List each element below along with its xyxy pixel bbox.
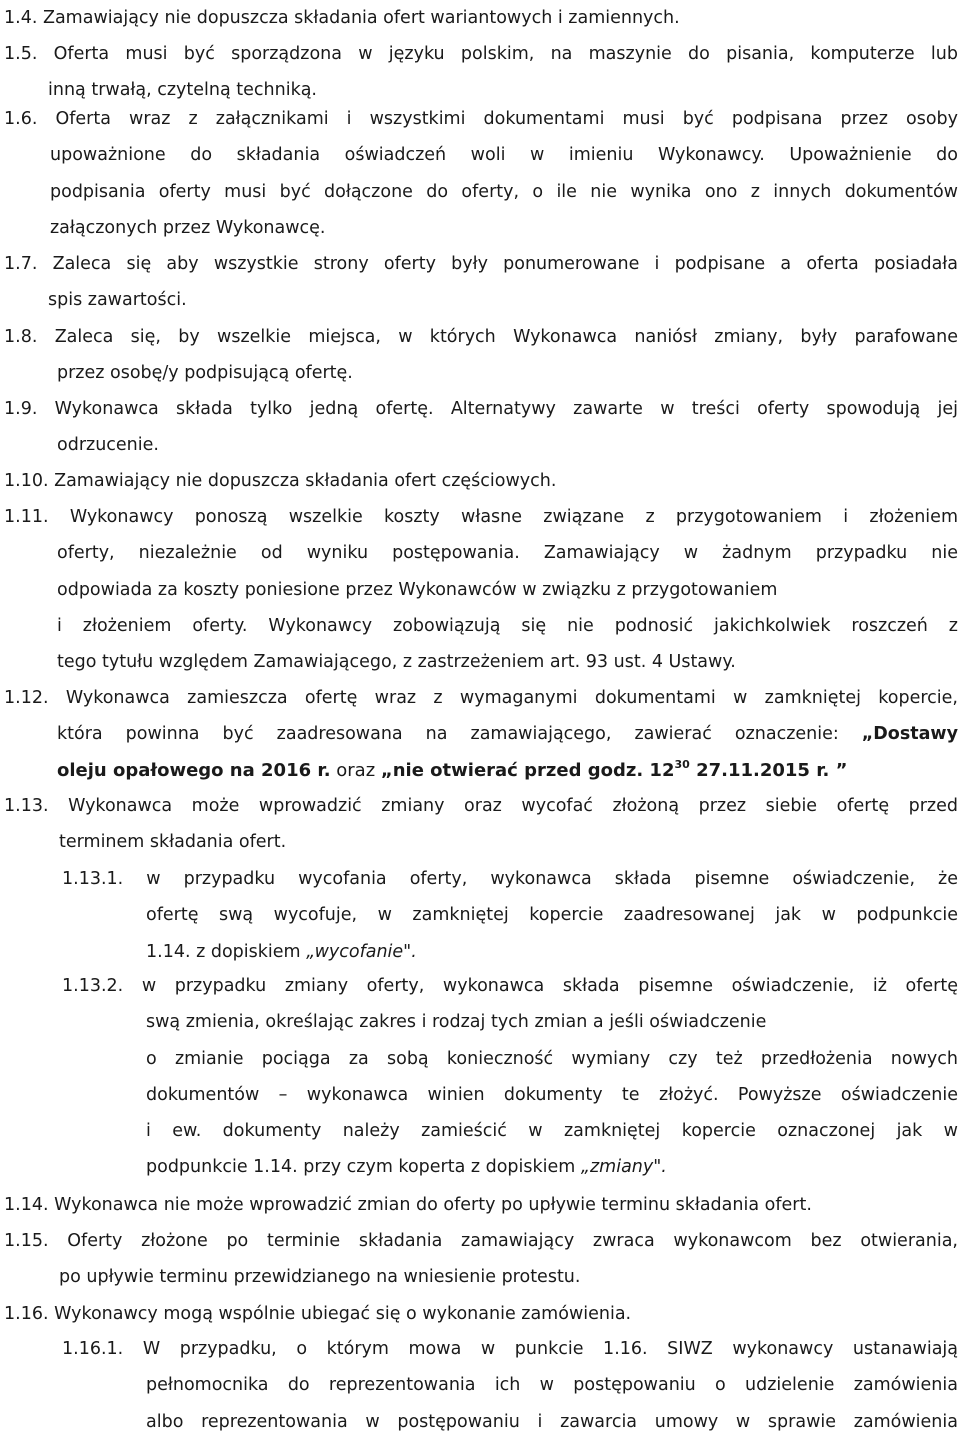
text-line: 1.13.1. w przypadku wycofania oferty, wykonawca składa pisemne oświadczenie, że [62, 869, 958, 889]
text-line: spis zawartości. [48, 290, 187, 311]
text-line: odrzucenie. [57, 435, 159, 456]
text-line: o zmianie pociąga za sobą konieczność wymiany czy też przedłożenia nowych [146, 1048, 958, 1069]
text-line: upoważnione do składania oświadczeń woli w imieniu Wykonawcy. Upoważnienie do [50, 145, 958, 166]
text-line: i złożeniem oferty. Wykonawcy zobowiązują się nie podnosić jakichkolwiek roszczeń z [57, 615, 958, 636]
text-line: załączonych przez Wykonawcę. [50, 217, 326, 238]
text-line: terminem składania ofert. [59, 832, 287, 853]
paragraph-1-9 [0, 391, 960, 464]
paragraph-1-14 [0, 1187, 960, 1223]
text-line: przez osobę/y podpisującą ofertę. [57, 363, 353, 384]
text-line: 1.13.2. w przypadku zmiany oferty, wykonawca składa pisemne oświadczenie, iż ofertę [62, 976, 958, 996]
text-line: oleju opałowego na 2016 r. oraz „nie otwierać przed godz. $12^{30}$ 27.11.2015 r. ” [57, 757, 848, 781]
text-line: tego tytułu względem Zamawiającego, z zastrzeżeniem art. 93 ust. 4 Ustawy. [57, 652, 736, 673]
text-line: 1.13. Wykonawca może wprowadzić zmiany oraz wycofać złożoną przez siebie ofertę przed [4, 796, 958, 816]
text-line: 1.7. Zaleca się aby wszystkie strony oferty były ponumerowane i podpisane a oferta posiadała [4, 254, 958, 274]
text-line: 1.11. Wykonawcy ponoszą wszelkie koszty własne związane z przygotowaniem i złożeniem [4, 507, 958, 527]
text-line: 1.16. Wykonawcy mogą wspólnie ubiegać się o wykonanie zamówienia. [4, 1304, 632, 1324]
text-line: 1.5. Oferta musi być sporządzona w języku polskim, na maszynie do pisania, komputerze lub [4, 44, 958, 64]
text-line: i ew. dokumenty należy zamieścić w zamkniętej kopercie oznaczonej jak w [146, 1121, 958, 1142]
text-line: 1.9. Wykonawca składa tylko jedną ofertę. Alternatywy zawarte w treści oferty spowodują jej [4, 399, 958, 419]
text-line: 1.15. Oferty złożone po terminie składania zamawiający zwraca wykonawcom bez otwierania, [4, 1231, 958, 1251]
paragraph-1-8 [0, 319, 960, 392]
paragraph-1-6 [0, 101, 960, 246]
text-line: 1.4. Zamawiający nie dopuszcza składania ofert wariantowych i zamiennych. [4, 8, 680, 28]
paragraph-1-4 [0, 0, 960, 36]
text-line: 1.14. Wykonawca nie może wprowadzić zmian do oferty po upływie terminu składania ofert. [4, 1195, 812, 1215]
text-line: podpisania oferty musi być dołączone do oferty, o ile nie wynika ono z innych dokumentów [50, 181, 958, 202]
paragraph-1-13-1 [0, 861, 960, 970]
text-line: 1.10. Zamawiający nie dopuszcza składania ofert częściowych. [4, 471, 557, 491]
paragraph-1-13-2 [0, 968, 960, 1186]
text-line: 1.14. z dopiskiem „wycofanie". [146, 941, 417, 962]
text-line: inną trwałą, czytelną techniką. [48, 80, 317, 101]
paragraph-1-15 [0, 1223, 960, 1296]
text-line: swą zmienia, określając zakres i rodzaj tych zmian a jeśli oświadczenie [146, 1012, 767, 1033]
text-line: 1.8. Zaleca się, by wszelkie miejsca, w których Wykonawca naniósł zmiany, były parafowane [4, 327, 958, 347]
text-line: 1.12. Wykonawca zamieszcza ofertę wraz z wymaganymi dokumentami w zamkniętej kopercie, [4, 688, 958, 708]
paragraph-1-10 [0, 463, 960, 499]
text-line: oferty, niezależnie od wyniku postępowania. Zamawiający w żadnym przypadku nie [57, 543, 958, 564]
paragraph-1-7 [0, 246, 960, 319]
paragraph-1-13 [0, 788, 960, 861]
text-line: pełnomocnika do reprezentowania ich w postępowaniu o udzielenie zamówienia [146, 1375, 958, 1396]
paragraph-1-12 [0, 680, 960, 789]
text-line: albo reprezentowania w postępowaniu i zawarcia umowy w sprawie zamówienia [146, 1411, 958, 1432]
paragraph-1-16-1 [0, 1331, 960, 1440]
text-line: odpowiada za koszty poniesione przez Wykonawców w związku z przygotowaniem [57, 579, 778, 600]
paragraph-1-5 [0, 36, 960, 109]
text-line: podpunkcie 1.14. przy czym koperta z dopiskiem „zmiany". [146, 1157, 667, 1178]
text-line: dokumentów – wykonawca winien dokumenty te złożyć. Powyższe oświadczenie [146, 1084, 958, 1105]
paragraph-1-16 [0, 1296, 960, 1332]
text-line: 1.6. Oferta wraz z załącznikami i wszystkimi dokumentami musi być podpisana przez osoby [4, 109, 958, 129]
text-line: która powinna być zaadresowana na zamawiającego, zawierać oznaczenie: „Dostawy [57, 724, 958, 745]
paragraph-1-11 [0, 499, 960, 680]
text-line: 1.16.1. W przypadku, o którym mowa w punkcie 1.16. SIWZ wykonawcy ustanawiają [62, 1339, 958, 1359]
text-line: ofertę swą wycofuje, w zamkniętej kopercie zaadresowanej jak w podpunkcie [146, 905, 958, 926]
text-line: po upływie terminu przewidzianego na wniesienie protestu. [59, 1267, 581, 1288]
